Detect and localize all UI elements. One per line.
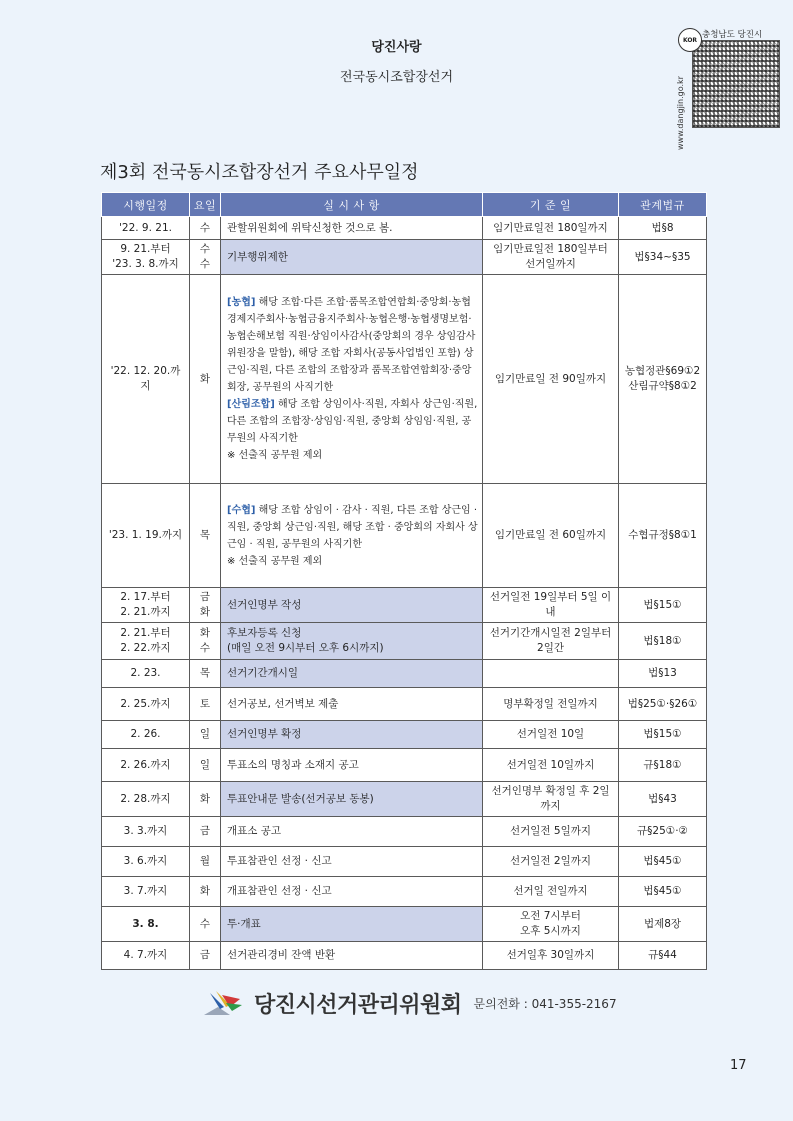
base-date xyxy=(483,588,619,623)
day-of-week xyxy=(190,240,221,275)
day-of-week xyxy=(190,688,221,721)
base-line: 임기만료일 전 90일까지 xyxy=(494,372,607,385)
day-of-week xyxy=(190,623,221,660)
date-line: 3. 8. xyxy=(132,917,159,930)
related-law xyxy=(619,877,707,907)
action-line: 선거기간개시일 xyxy=(227,667,299,679)
base-line: 오전 7시부터 xyxy=(520,910,581,922)
base-date xyxy=(483,484,619,588)
day-of-week xyxy=(190,782,221,817)
day-line: 월 xyxy=(199,855,211,867)
day-line: 금 xyxy=(199,591,211,603)
day-line: 수 xyxy=(199,243,211,255)
day-line: 수 xyxy=(199,917,211,930)
base-line: 선거일전 10일까지 xyxy=(506,758,595,771)
action-item xyxy=(221,688,483,721)
schedule-date xyxy=(102,749,190,782)
note: ※ 선출직 공무원 제외 xyxy=(227,555,323,567)
day-of-week xyxy=(190,217,221,240)
law-line: 산림규약§8①2 xyxy=(628,380,697,392)
header-subtitle: 전국동시조합장선거 xyxy=(339,70,454,85)
tag1: [농협] xyxy=(227,297,256,308)
schedule-date xyxy=(102,623,190,660)
header-title: 당진사랑 xyxy=(371,40,422,55)
date-line: 2. 17.부터 xyxy=(120,591,171,603)
related-law xyxy=(619,688,707,721)
law-line: 법§18① xyxy=(643,634,682,647)
law-line: 법§34~§35 xyxy=(634,250,691,263)
law-line: 법§15① xyxy=(643,728,682,740)
related-law xyxy=(619,660,707,688)
schedule-date xyxy=(102,660,190,688)
related-law xyxy=(619,217,707,240)
related-law xyxy=(619,588,707,623)
table-row xyxy=(102,660,707,688)
text2: 해당 조합 상임이사·직원, 자회사 상근임·직원, 다른 조합의 조합장·상임임·직원, 중앙회 상임임·직원, 공무원의 사직기한 xyxy=(227,399,478,444)
day-of-week xyxy=(190,877,221,907)
base-date xyxy=(483,877,619,907)
base-line: 선거일전 2일까지 xyxy=(509,855,592,867)
base-date xyxy=(483,907,619,942)
day-line: 토 xyxy=(199,697,211,710)
tag1: [수협] xyxy=(227,504,256,516)
law-line: 법§8 xyxy=(651,221,674,234)
footer xyxy=(200,983,617,1023)
related-law xyxy=(619,275,707,484)
base-line: 임기만료일 전 60일까지 xyxy=(494,529,607,541)
schedule-date xyxy=(102,275,190,484)
base-line: 임기만료일전 180일까지 xyxy=(493,221,608,234)
action-item xyxy=(221,817,483,847)
day-of-week xyxy=(190,817,221,847)
table-row xyxy=(102,588,707,623)
action-item xyxy=(221,877,483,907)
base-date xyxy=(483,688,619,721)
table-row xyxy=(102,942,707,970)
base-line: 선거기간개시일전 2일부터 xyxy=(489,627,612,639)
col-header-date: 시행일정 xyxy=(102,193,190,217)
qr-region-label: 충청남도 당진시 xyxy=(702,30,763,40)
day-line: 화 xyxy=(199,606,211,618)
section-title: 제3회 전국동시조합장선거 주요사무일정 xyxy=(100,162,419,183)
base-date xyxy=(483,721,619,749)
table-row xyxy=(102,749,707,782)
date-line: '23. 1. 19.까지 xyxy=(108,529,183,541)
action-line: 후보자등록 신청 xyxy=(227,627,302,639)
base-line: 명부확정일 전일까지 xyxy=(503,697,598,710)
table-row xyxy=(102,217,707,240)
table-row xyxy=(102,782,707,817)
table-row xyxy=(102,275,707,484)
related-law xyxy=(619,782,707,817)
date-line: '22. 12. 20.까지 xyxy=(110,365,181,392)
action-line: 투·개표 xyxy=(227,917,261,930)
qr-code[interactable] xyxy=(692,40,780,128)
day-line: 화 xyxy=(199,372,211,385)
law-line: 법§43 xyxy=(648,792,677,805)
day-line: 수 xyxy=(199,642,211,654)
date-line: 3. 6.까지 xyxy=(123,855,168,867)
schedule-date xyxy=(102,240,190,275)
schedule-body xyxy=(102,217,707,970)
schedule-date xyxy=(102,588,190,623)
organization-name: 당진시선거관리위원회 xyxy=(254,992,462,1018)
related-law xyxy=(619,907,707,942)
date-line: 2. 23. xyxy=(130,667,161,679)
law-line: 규§18① xyxy=(643,758,682,771)
day-line: 목 xyxy=(199,529,211,541)
related-law xyxy=(619,942,707,970)
date-line: 2. 25.까지 xyxy=(120,697,171,710)
action-line: 개표참관인 선정 · 신고 xyxy=(227,885,332,897)
date-line: 2. 26. xyxy=(130,728,161,740)
qr-block[interactable] xyxy=(676,28,778,150)
action-item xyxy=(221,623,483,660)
action-item xyxy=(221,660,483,688)
date-line: 9. 21.부터 xyxy=(120,243,171,255)
day-line: 화 xyxy=(199,627,211,639)
law-line: 법§15① xyxy=(643,598,682,611)
action-line: 선거공보, 선거벽보 제출 xyxy=(227,697,339,710)
law-line: 규§44 xyxy=(648,949,677,961)
day-line: 금 xyxy=(199,949,211,961)
base-date xyxy=(483,749,619,782)
day-of-week xyxy=(190,275,221,484)
day-of-week xyxy=(190,588,221,623)
day-of-week xyxy=(190,749,221,782)
action-item xyxy=(221,907,483,942)
date-line: 2. 28.까지 xyxy=(120,792,171,805)
col-header-law: 관계법규 xyxy=(619,193,707,217)
date-line: 3. 7.까지 xyxy=(123,885,168,897)
action-item xyxy=(221,588,483,623)
action-item xyxy=(221,484,483,588)
day-of-week xyxy=(190,721,221,749)
day-line: 목 xyxy=(199,667,211,679)
action-line: 투표안내문 발송(선거공보 동봉) xyxy=(227,792,374,805)
action-line: 기부행위제한 xyxy=(227,250,288,263)
schedule-date xyxy=(102,688,190,721)
table-row xyxy=(102,688,707,721)
action-line: (매일 오전 9시부터 오후 6시까지) xyxy=(227,642,384,654)
table-header-row xyxy=(102,193,707,217)
law-line: 농협정관§69①2 xyxy=(624,365,701,377)
text1: 해당 조합·다른 조합·품목조합연합회·중앙회·농협경제지주회사·농협금융지주회사·농협은행·농협생명보험·농협손해보험 직원·상임이사감사(중앙회의 경우 상임감사위원장을 말함), 해당 조합 자회사(공동사업법인 포함) 상근임·직원, 다른 조합의 조합장과 품목조합연합회장·중앙회장, 공무원의 사직기한 xyxy=(227,297,476,393)
law-line: 법§45① xyxy=(643,885,682,897)
action-line: 투표참관인 선정 · 신고 xyxy=(227,855,332,867)
table-row xyxy=(102,877,707,907)
action-item xyxy=(221,721,483,749)
tag2: [산림조합] xyxy=(227,399,275,410)
base-date xyxy=(483,782,619,817)
day-of-week xyxy=(190,660,221,688)
action-item xyxy=(221,749,483,782)
action-item xyxy=(221,217,483,240)
base-line: 선거인명부 확정일 후 2일까지 xyxy=(491,785,610,812)
action-line: 선거인명부 확정 xyxy=(227,728,302,740)
day-of-week xyxy=(190,847,221,877)
law-line: 법§13 xyxy=(648,667,677,679)
base-date xyxy=(483,942,619,970)
election-commission-logo xyxy=(200,985,246,1021)
base-line: 임기만료일전 180일부터 xyxy=(493,243,608,255)
action-item xyxy=(221,240,483,275)
base-line: 선거일까지 xyxy=(525,258,576,270)
table-row xyxy=(102,817,707,847)
note: ※ 선출직 공무원 제외 xyxy=(227,450,323,461)
day-line: 수 xyxy=(199,258,211,270)
date-line: 2. 22.까지 xyxy=(120,642,171,654)
action-item xyxy=(221,275,483,484)
schedule-table xyxy=(101,192,707,970)
day-line: 화 xyxy=(199,885,211,897)
related-law xyxy=(619,817,707,847)
base-date xyxy=(483,275,619,484)
related-law xyxy=(619,847,707,877)
text1: 해당 조합 상임이 · 감사 · 직원, 다른 조합 상근임 · 직원, 중앙회 상근임·직원, 해당 조합 · 중앙회의 자회사 상근임 · 직원, 공무원의 사직기한 xyxy=(227,504,478,550)
kor-badge: KOR xyxy=(678,28,702,52)
date-line: 3. 3.까지 xyxy=(123,825,168,837)
base-date xyxy=(483,817,619,847)
day-line: 화 xyxy=(199,792,211,805)
law-line: 법§25①·§26① xyxy=(627,697,698,710)
schedule-date xyxy=(102,817,190,847)
day-line: 일 xyxy=(199,728,211,740)
page-number: 17 xyxy=(730,1058,747,1073)
date-line: 2. 21.까지 xyxy=(120,606,171,618)
base-line: 선거일전 19일부터 5일 이내 xyxy=(489,591,612,618)
law-line: 법제8장 xyxy=(643,917,682,930)
date-line: 2. 26.까지 xyxy=(120,758,171,771)
day-line: 수 xyxy=(199,221,211,234)
schedule-date xyxy=(102,484,190,588)
action-line: 선거관리경비 잔액 반환 xyxy=(227,949,336,961)
action-item xyxy=(221,847,483,877)
day-line: 일 xyxy=(199,758,211,771)
base-line: 선거일전 5일까지 xyxy=(509,825,592,837)
related-law xyxy=(619,721,707,749)
date-line: 4. 7.까지 xyxy=(123,949,168,961)
col-header-action: 실 시 사 항 xyxy=(221,193,483,217)
related-law xyxy=(619,484,707,588)
action-line: 투표소의 명칭과 소재지 공고 xyxy=(227,758,359,771)
col-header-base: 기 준 일 xyxy=(483,193,619,217)
schedule-date xyxy=(102,877,190,907)
qr-url: www.dangjin.go.kr xyxy=(676,76,685,150)
law-line: 규§25①·② xyxy=(637,825,688,837)
table-row xyxy=(102,847,707,877)
day-of-week xyxy=(190,484,221,588)
action-line: 관할위원회에 위탁신청한 것으로 봄. xyxy=(227,221,393,234)
action-item xyxy=(221,782,483,817)
day-of-week xyxy=(190,907,221,942)
table-row xyxy=(102,907,707,942)
related-law xyxy=(619,749,707,782)
base-date xyxy=(483,660,619,688)
related-law xyxy=(619,240,707,275)
base-date xyxy=(483,217,619,240)
table-row xyxy=(102,721,707,749)
date-line: '23. 3. 8.까지 xyxy=(112,258,179,270)
day-of-week xyxy=(190,942,221,970)
day-line: 금 xyxy=(199,825,211,837)
table-row xyxy=(102,484,707,588)
base-line: 선거일전 10일 xyxy=(516,728,585,740)
base-date xyxy=(483,623,619,660)
schedule-date xyxy=(102,907,190,942)
date-line: 2. 21.부터 xyxy=(120,627,171,639)
schedule-date xyxy=(102,782,190,817)
schedule-date xyxy=(102,217,190,240)
base-line: 오후 5시까지 xyxy=(520,925,581,937)
law-line: 법§45① xyxy=(643,855,682,867)
col-header-day: 요일 xyxy=(190,193,221,217)
contact-phone: 문의전화 : 041-355-2167 xyxy=(473,996,617,1011)
base-line: 2일간 xyxy=(537,642,564,654)
schedule-date xyxy=(102,721,190,749)
related-law xyxy=(619,623,707,660)
base-date xyxy=(483,240,619,275)
schedule-date xyxy=(102,942,190,970)
table-row xyxy=(102,240,707,275)
date-line: '22. 9. 21. xyxy=(119,221,172,234)
base-date xyxy=(483,847,619,877)
table-row xyxy=(102,623,707,660)
base-line: 선거일후 30일까지 xyxy=(506,949,595,961)
base-line: 선거일 전일까지 xyxy=(513,885,588,897)
law-line: 수협규정§8①1 xyxy=(628,529,697,541)
schedule-date xyxy=(102,847,190,877)
action-line: 개표소 공고 xyxy=(227,825,282,837)
action-item xyxy=(221,942,483,970)
action-line: 선거인명부 작성 xyxy=(227,598,302,611)
